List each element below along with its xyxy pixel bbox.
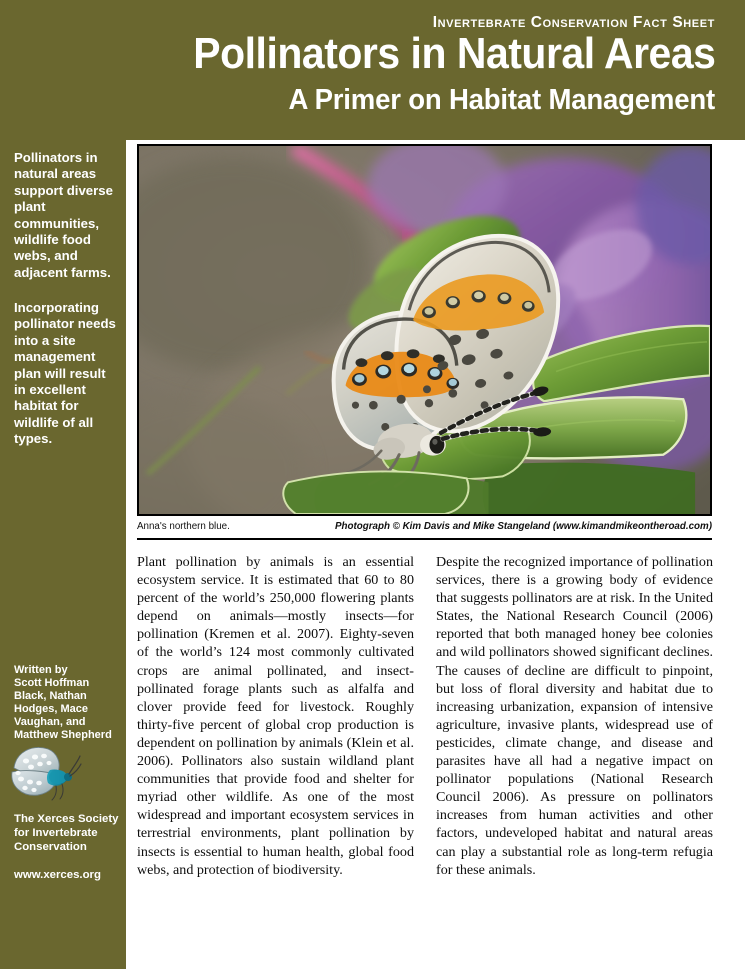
- body-column-right: [436, 553, 713, 879]
- sidebar-pullquote-1: Pollinators in natural areas support diverse plant communities, wildlife food webs, and adjacent farms.: [14, 150, 113, 280]
- butterfly-logo-icon: [6, 742, 82, 804]
- sidebar-pullquote-2: Incorporating pollinator needs into a site management plan will result in excellent habitat for wildlife of all types.: [14, 300, 116, 447]
- body-text-columns: [137, 553, 714, 879]
- body-column-left: [137, 553, 414, 879]
- body-paragraph-left: Plant pollination by animals is an essential ecosystem service. It is estimated that 60 to 80 percent of the world’s 250,000 flowering plants depend on animals—mostly insects—for pollination (Kremen et al. 2007). Eighty-seven of the world’s 124 most commonly cultivated crops are animal pollinated, and insect-pollinated forage plants such as alfalfa and clover provide feed for livestock. Roughly thirty-five percent of global crop production is dependent on pollination by animals (Klein et al. 2006). Pollinators also sustain wildland plant communities that provide food and shelter for myriad other wildlife. As one of the most widespread and important ecosystem services in terrestrial environments, plant pollination by insects is essential to human health, global food webs, and protection of biodiversity.: [137, 554, 414, 878]
- sidebar-byline: [14, 664, 124, 742]
- organization-website: www.xerces.org: [14, 869, 101, 881]
- photo-caption-row: [137, 520, 712, 538]
- photo-caption-subject: Anna's northern blue.: [137, 521, 230, 532]
- header-band: [0, 0, 745, 140]
- body-paragraph-right: Despite the recognized importance of pollination services, there is a growing body of evidence that suggests pollinators are at risk. In the United States, the National Research Council (2006) reported that both managed honey bee colonies and wild pollinators showed significant declines. The causes of decline are difficult to pinpoint, but loss of floral diversity and habitat due to increasing urbanization, expansion of intensive agriculture, invasive plants, widespread use of pesticides, climate change, and disease and parasites have all had a negative impact on pollinator populations (National Research Council 2006). As pressure on pollinators increases from human activities and other factors, undeveloped habitat and natural areas can play a substantial role as long-term refugia for these animals.: [436, 554, 713, 878]
- page-subtitle: A Primer on Habitat Management: [288, 84, 715, 116]
- written-by-label: Written by: [14, 664, 68, 676]
- butterfly-photo: [137, 144, 712, 516]
- sidebar: [0, 140, 126, 969]
- header-eyebrow: Invertebrate Conservation Fact Sheet: [432, 14, 715, 31]
- page-title: Pollinators in Natural Areas: [192, 29, 715, 78]
- organization-name: The Xerces Society for Invertebrate Conservation: [14, 813, 119, 853]
- caption-divider: [137, 538, 712, 540]
- author-list: Scott Hoffman Black, Nathan Hodges, Mace Vaughan, and Matthew Shepherd: [14, 677, 112, 741]
- photo-credit: Photograph © Kim Davis and Mike Stangeland (www.kimandmikeontheroad.com): [334, 521, 712, 532]
